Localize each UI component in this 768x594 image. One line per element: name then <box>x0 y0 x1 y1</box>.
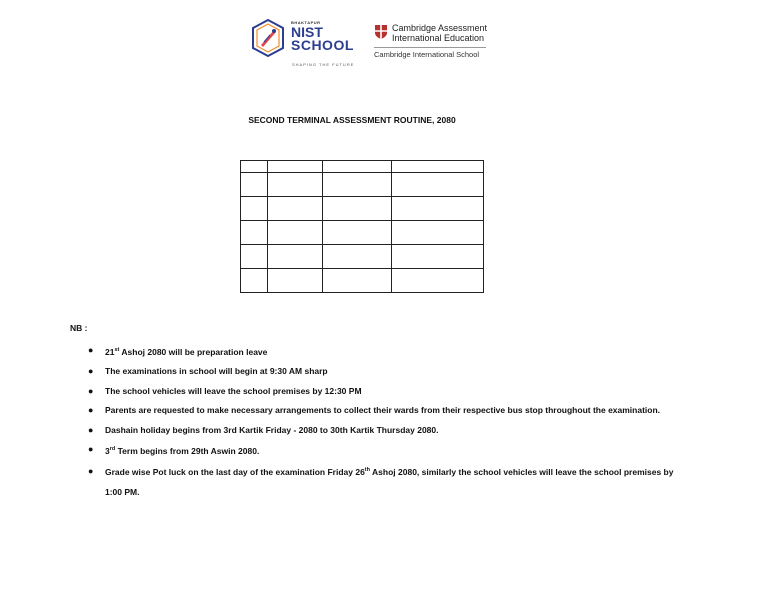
table-cell <box>323 245 392 269</box>
note-text: Dashain holiday begins from 3rd Kartik Friday - 2080 to 30th Kartik Thursday 2080. <box>105 424 439 435</box>
note-text: The examinations in school will begin at 9:30 AM sharp <box>105 366 328 377</box>
cambridge-name-line2: International Education <box>392 33 485 43</box>
table-cell <box>323 269 392 293</box>
note-text: The school vehicles will leave the school premises by 12:30 PM <box>105 385 362 396</box>
table-cell <box>241 161 268 173</box>
table-cell <box>392 269 484 293</box>
list-item <box>88 401 688 421</box>
table-cell <box>241 245 268 269</box>
nist-name-line2: SCHOOL <box>291 37 354 53</box>
list-item <box>88 440 688 461</box>
table-cell <box>392 245 484 269</box>
bullet-icon: ● <box>88 444 94 455</box>
list-item <box>88 341 688 362</box>
table-cell <box>268 197 323 221</box>
table-cell <box>323 161 392 173</box>
table-cell <box>268 245 323 269</box>
table-row <box>241 245 484 269</box>
table-cell <box>323 221 392 245</box>
table-cell <box>268 221 323 245</box>
list-item <box>88 421 688 441</box>
note-text: Parents are requested to make necessary arrangements to collect their wards from their respective bus stop throughout the examination. <box>105 405 661 416</box>
list-item <box>88 382 688 402</box>
table-cell <box>241 173 268 197</box>
table-cell <box>241 197 268 221</box>
bullet-icon: ● <box>88 366 94 377</box>
nist-location-text: BHAKTAPUR <box>291 20 321 25</box>
note-text: 21st Ashoj 2080 will be preparation leave <box>105 346 268 357</box>
table-row <box>241 161 484 173</box>
table-cell <box>392 221 484 245</box>
nist-tagline: SHAPING THE FUTURE <box>292 62 355 67</box>
bullet-icon: ● <box>88 385 94 396</box>
bullet-icon: ● <box>88 405 94 416</box>
table-row <box>241 173 484 197</box>
table-cell <box>323 197 392 221</box>
routine-table <box>240 160 484 293</box>
bullet-icon: ● <box>88 345 94 355</box>
table-row <box>241 269 484 293</box>
notes-list <box>88 341 688 502</box>
nist-name-line1: NIST <box>291 24 323 40</box>
header <box>250 14 490 70</box>
table-cell <box>392 197 484 221</box>
table-row <box>241 221 484 245</box>
page-title: SECOND TERMINAL ASSESSMENT ROUTINE, 2080 <box>248 115 456 125</box>
table-cell <box>241 221 268 245</box>
table-cell <box>323 173 392 197</box>
cambridge-shield-icon <box>374 24 388 40</box>
list-item <box>88 462 688 503</box>
table-cell <box>268 269 323 293</box>
table-cell <box>392 173 484 197</box>
bullet-icon: ● <box>88 424 94 435</box>
table-cell <box>241 269 268 293</box>
table-row <box>241 197 484 221</box>
table-cell <box>268 173 323 197</box>
nist-school-logo <box>250 16 360 68</box>
cambridge-divider <box>374 47 486 48</box>
rocket-hexagon-logo-icon <box>250 18 286 58</box>
list-item <box>88 362 688 382</box>
note-text: 3rd Term begins from 29th Aswin 2080. <box>105 446 260 457</box>
cambridge-name-line1: Cambridge Assessment <box>392 23 488 33</box>
table-cell <box>392 161 484 173</box>
cambridge-school-text: Cambridge International School <box>374 50 480 59</box>
cambridge-logo <box>374 22 494 62</box>
notes-heading: NB : <box>70 323 88 333</box>
note-text: Grade wise Pot luck on the last day of the examination Friday 26th Ashoj 2080, similarly the school vehicles will leave the school premises by 1:00 PM. <box>105 467 674 497</box>
table-cell <box>268 161 323 173</box>
bullet-icon: ● <box>88 465 94 476</box>
